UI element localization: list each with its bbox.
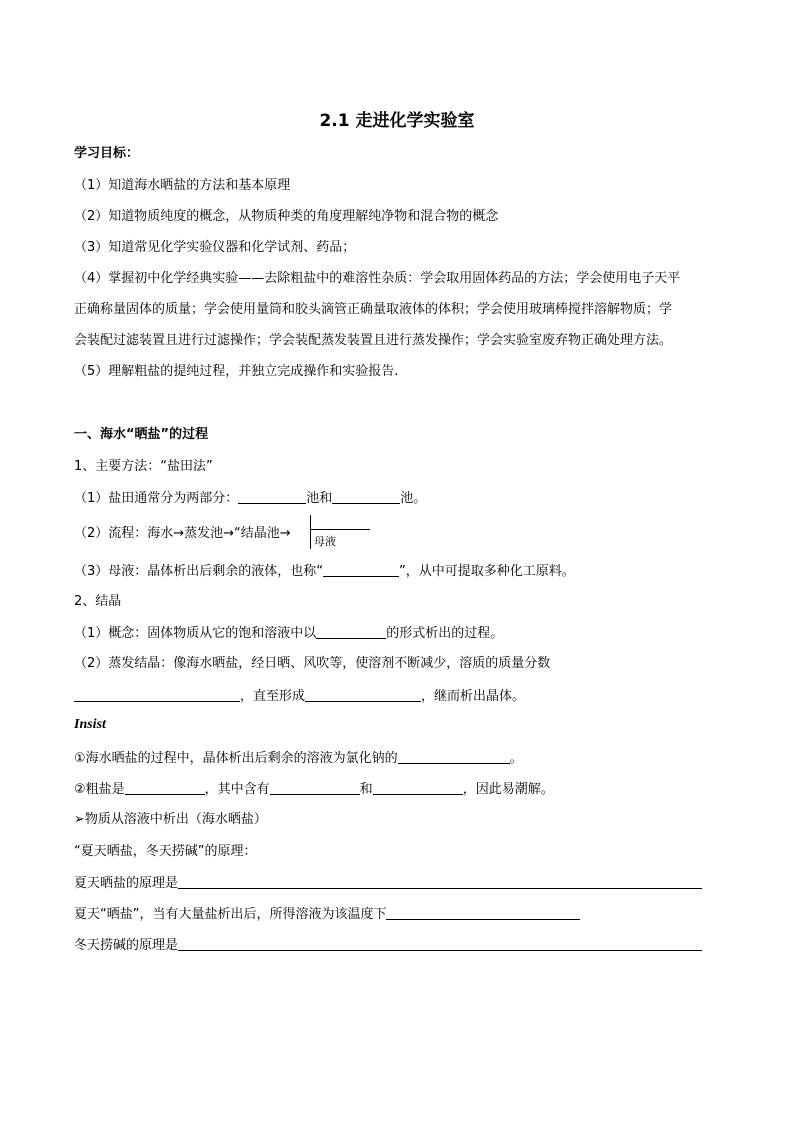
crystallization-heading: 2、结晶 <box>74 594 122 609</box>
blank-12[interactable] <box>386 906 580 920</box>
text: 夏天晒盐的原理是 <box>74 876 179 891</box>
summer-solution <box>74 906 580 922</box>
insist-point-2 <box>74 781 554 797</box>
objective-4-line1: （4）掌握初中化学经典实验——去除粗盐中的难溶性杂质：学会取用固体药品的方法；学会使用电子天平 <box>74 271 681 286</box>
text: 池。 <box>400 491 427 506</box>
section1-heading: 一、海水“晒盐”的过程 <box>74 427 209 442</box>
text: ，因此易潮解。 <box>462 782 554 797</box>
objective-4-line2: 正确称量固体的质量；学会使用量筒和胶头滴管正确量取液体的体积；学会使用玻璃棒搅拌溶解物质；学 <box>74 302 673 317</box>
main-method: 1、主要方法：“盐田法” <box>74 459 213 474</box>
objective-1: （1）知道海水晒盐的方法和基本原理 <box>74 178 291 193</box>
text: 夏天“晒盐”，当有大量盐析出后，所得溶液为该温度下 <box>74 907 387 922</box>
insist-point-1 <box>74 750 523 766</box>
winter-principle <box>74 937 702 953</box>
mother-liquor-label: 母液 <box>314 535 336 548</box>
text: ，其中含有 <box>204 782 270 797</box>
blank-2[interactable] <box>332 490 400 504</box>
text: 冬天捞碱的原理是 <box>74 938 179 953</box>
blank-7[interactable] <box>398 750 510 764</box>
evaporation-crystallization: （2）蒸发结晶：像海水晒盐，经日晒、风吹等，使溶剂不断减少，溶质的质量分数 <box>74 656 551 671</box>
blank-11[interactable] <box>178 875 702 889</box>
page-title: 2.1 走进化学实验室 <box>319 111 475 131</box>
objective-4-line3: 会装配过滤装置且进行过滤操作；学会装配蒸发装置且进行蒸发操作；学会实验室废弃物正确处理方法。 <box>74 333 673 348</box>
text: ”，从中可提取多种化工原料。 <box>399 564 575 579</box>
text: ，继而析出晶体。 <box>421 689 526 704</box>
blank-9[interactable] <box>270 781 360 795</box>
flow-branch-vertical-line <box>310 515 311 549</box>
blank-10[interactable] <box>373 781 463 795</box>
text: 池和 <box>306 491 333 506</box>
objective-5: （5）理解粗盐的提纯过程，并独立完成操作和实验报告. <box>74 364 399 379</box>
text: ，直至形成 <box>240 689 306 704</box>
text: ①海水晒盐的过程中，晶体析出后剩余的溶液为氯化钠的 <box>74 751 398 766</box>
text: 的形式析出的过程。 <box>386 626 504 641</box>
objectives-heading: 学习目标： <box>74 146 140 161</box>
insist-heading: Insist <box>74 717 106 732</box>
text: 和 <box>359 782 373 797</box>
saltfield-parts <box>74 490 426 506</box>
text: （3）母液：晶体析出后剩余的液体，也称“ <box>74 564 324 579</box>
objective-2: （2）知道物质纯度的概念，从物质种类的角度理解纯净物和混合物的概念 <box>74 209 499 224</box>
text: 。 <box>509 751 523 766</box>
process-flow: （2）流程：海水→蒸发池→“结晶池→ <box>74 526 291 541</box>
blank-6[interactable] <box>305 688 421 702</box>
blank-4[interactable] <box>316 625 386 639</box>
blank-1[interactable] <box>238 490 306 504</box>
evaporation-continued <box>74 688 525 704</box>
mother-liquor <box>74 563 575 579</box>
summer-principle <box>74 875 702 891</box>
blank-8[interactable] <box>125 781 205 795</box>
principle-heading: “夏天晒盐，冬天捞碱”的原理： <box>74 844 257 859</box>
crystallization-concept <box>74 625 503 641</box>
blank-13[interactable] <box>178 937 702 951</box>
flow-branch-blank[interactable] <box>311 529 370 530</box>
text: （1）盐田通常分为两部分： <box>74 491 239 506</box>
blank-5[interactable] <box>74 688 240 702</box>
text: ②粗盐是 <box>74 782 125 797</box>
text: （1）概念：固体物质从它的饱和溶液中以 <box>74 626 317 641</box>
bullet-heading: ➢物质从溶液中析出（海水晒盐） <box>74 812 267 827</box>
blank-3[interactable] <box>323 563 399 577</box>
objective-3: （3）知道常见化学实验仪器和化学试剂、药品； <box>74 240 356 255</box>
flow-branch <box>310 515 370 549</box>
